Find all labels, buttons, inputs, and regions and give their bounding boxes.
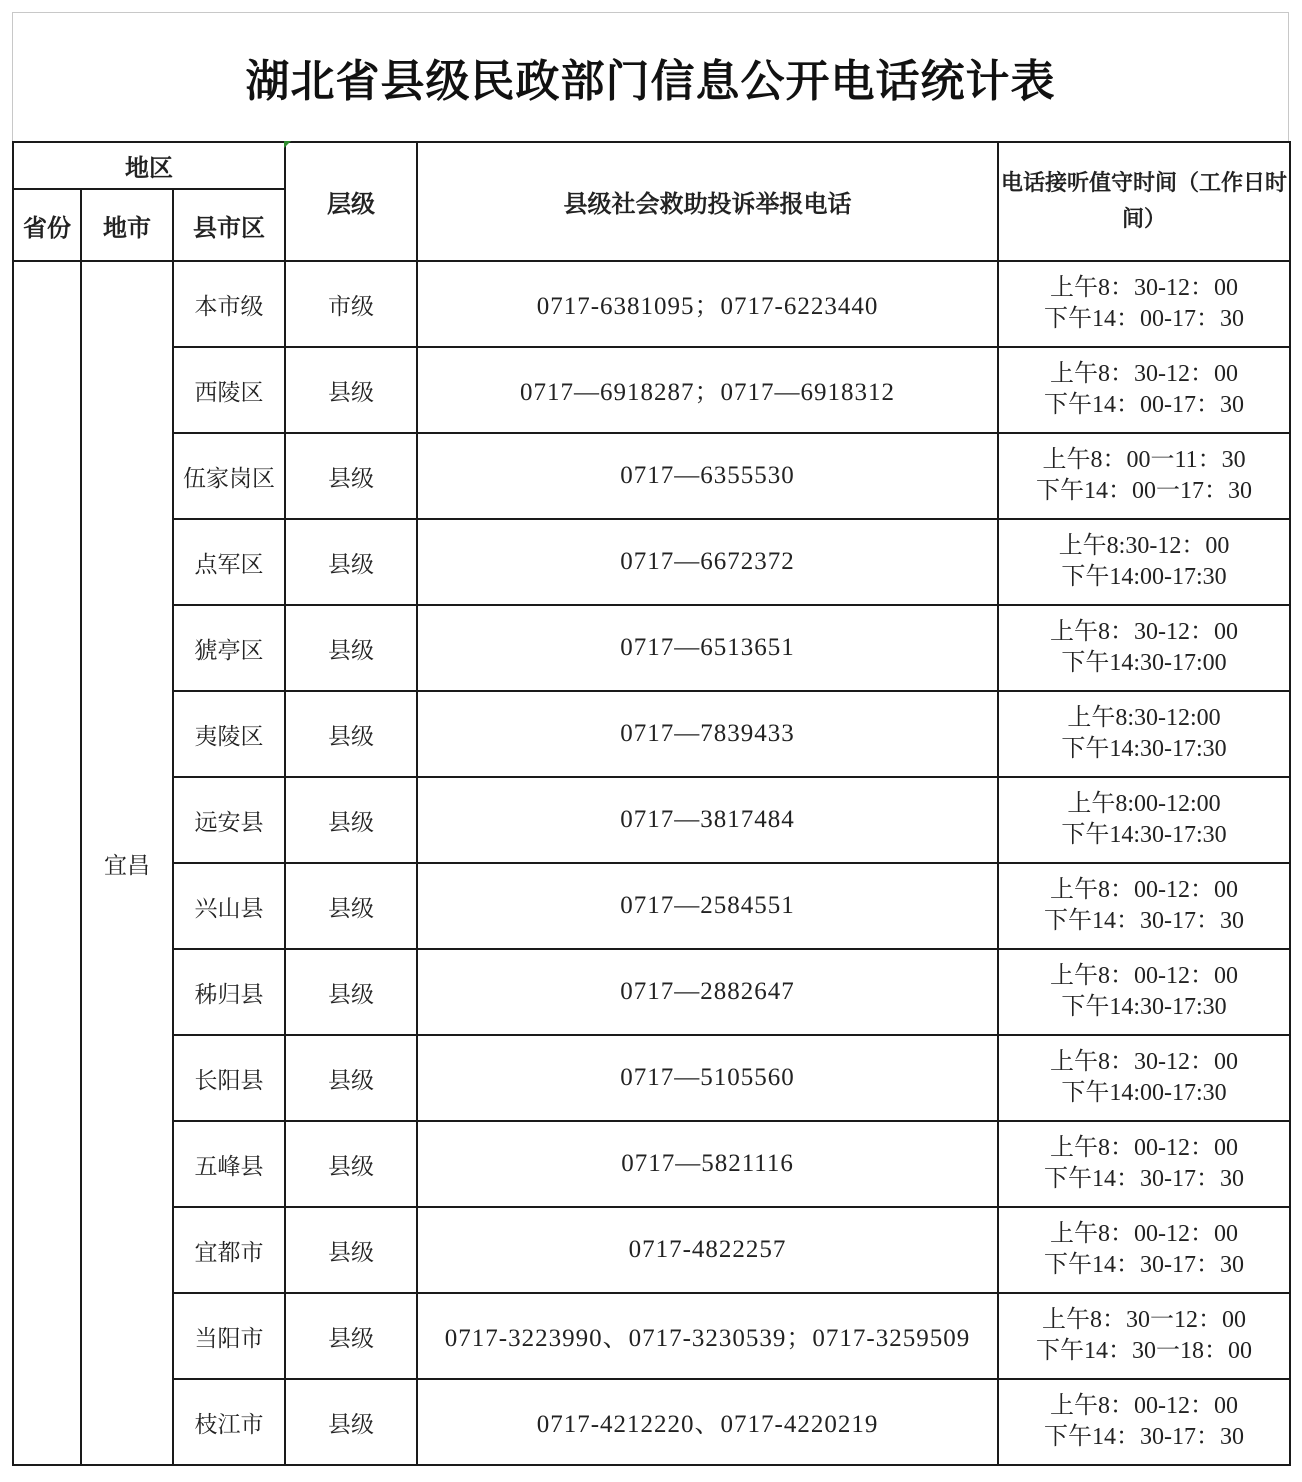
table-row [13, 863, 1290, 949]
phone-cell: 0717—6513651 [417, 605, 998, 691]
page-title: 湖北省县级民政部门信息公开电话统计表 [245, 56, 1056, 107]
hours-cell [998, 1035, 1290, 1121]
table-row [13, 261, 1290, 347]
hours-pm: 下午14：30-17：30 [1044, 1424, 1245, 1450]
level-cell: 县级 [285, 691, 417, 777]
phone-cell: 0717—3817484 [417, 777, 998, 863]
hours-cell [998, 519, 1290, 605]
hours-pm: 下午14:00-17:30 [1061, 564, 1227, 590]
level-cell: 县级 [285, 1035, 417, 1121]
table-row [13, 433, 1290, 519]
county-cell: 当阳市 [173, 1293, 285, 1379]
county-cell: 五峰县 [173, 1121, 285, 1207]
level-cell: 县级 [285, 1207, 417, 1293]
table-row [13, 691, 1290, 777]
header-hours: 电话接听值守时间（工作日时间） [998, 142, 1290, 261]
level-cell: 县级 [285, 949, 417, 1035]
hours-pm: 下午14：00一17：30 [1036, 478, 1253, 504]
phone-cell: 0717-3223990、0717-3230539；0717-3259509 [417, 1293, 998, 1379]
county-cell: 宜都市 [173, 1207, 285, 1293]
hours-am: 上午8:30-12:00 [1067, 705, 1221, 731]
level-cell: 县级 [285, 519, 417, 605]
hours-am: 上午8:30-12：00 [1058, 533, 1230, 559]
level-cell: 县级 [285, 347, 417, 433]
hours-pm: 下午14:30-17:30 [1061, 994, 1227, 1020]
table-row [13, 1207, 1290, 1293]
hours-am: 上午8：30-12：00 [1050, 1049, 1239, 1075]
table-row [13, 1379, 1290, 1465]
hours-cell [998, 1121, 1290, 1207]
header-level: 层级 [285, 142, 417, 261]
header-region: 地区 [13, 142, 285, 189]
county-cell: 秭归县 [173, 949, 285, 1035]
hours-cell [998, 605, 1290, 691]
hours-pm: 下午14：30-17：30 [1044, 908, 1245, 934]
hours-cell [998, 691, 1290, 777]
header-city: 地市 [81, 189, 173, 261]
hours-am: 上午8：00-12：00 [1050, 1393, 1239, 1419]
header-province: 省份 [13, 189, 81, 261]
hours-am: 上午8:00-12:00 [1067, 791, 1221, 817]
hours-am: 上午8：30一12：00 [1042, 1307, 1247, 1333]
province-cell [13, 261, 81, 1465]
level-cell: 市级 [285, 261, 417, 347]
phone-cell: 0717—2882647 [417, 949, 998, 1035]
phone-cell: 0717—2584551 [417, 863, 998, 949]
hours-pm: 下午14：30-17：30 [1044, 1166, 1245, 1192]
phone-cell: 0717—5105560 [417, 1035, 998, 1121]
hours-pm: 下午14：00-17：30 [1044, 306, 1245, 332]
header-county: 县市区 [173, 189, 285, 261]
hours-am: 上午8：00-12：00 [1050, 1135, 1239, 1161]
hours-cell [998, 863, 1290, 949]
level-cell: 县级 [285, 1379, 417, 1465]
county-cell: 长阳县 [173, 1035, 285, 1121]
hours-am: 上午8：30-12：00 [1050, 361, 1239, 387]
hours-pm: 下午14：00-17：30 [1044, 392, 1245, 418]
county-cell: 本市级 [173, 261, 285, 347]
phone-cell: 0717—6918287；0717—6918312 [417, 347, 998, 433]
county-cell: 点军区 [173, 519, 285, 605]
hours-cell [998, 777, 1290, 863]
phone-cell: 0717—6672372 [417, 519, 998, 605]
hours-cell [998, 1379, 1290, 1465]
county-cell: 兴山县 [173, 863, 285, 949]
hours-pm: 下午14:30-17:30 [1061, 822, 1227, 848]
table-row [13, 949, 1290, 1035]
level-cell: 县级 [285, 433, 417, 519]
header-row [13, 142, 1290, 189]
level-cell: 县级 [285, 777, 417, 863]
hours-pm: 下午14:00-17:30 [1061, 1080, 1227, 1106]
phone-cell: 0717—7839433 [417, 691, 998, 777]
table-row [13, 605, 1290, 691]
phone-cell: 0717—5821116 [417, 1121, 998, 1207]
hours-pm: 下午14:30-17:30 [1061, 736, 1227, 762]
header-phone: 县级社会救助投诉举报电话 [417, 142, 998, 261]
county-cell: 伍家岗区 [173, 433, 285, 519]
hours-cell [998, 1207, 1290, 1293]
county-cell: 远安县 [173, 777, 285, 863]
hours-cell [998, 949, 1290, 1035]
hours-pm: 下午14：30一18：00 [1036, 1338, 1253, 1364]
phone-table [12, 141, 1291, 1466]
title-cell [12, 12, 1289, 141]
table-row [13, 1035, 1290, 1121]
hours-cell [998, 347, 1290, 433]
county-cell: 猇亭区 [173, 605, 285, 691]
level-cell: 县级 [285, 863, 417, 949]
phone-cell: 0717-4822257 [417, 1207, 998, 1293]
level-cell: 县级 [285, 605, 417, 691]
table-row [13, 777, 1290, 863]
hours-am: 上午8：00-12：00 [1050, 1221, 1239, 1247]
level-cell: 县级 [285, 1121, 417, 1207]
table-row [13, 1121, 1290, 1207]
hours-am: 上午8：00-12：00 [1050, 877, 1239, 903]
city-cell: 宜昌 [81, 261, 173, 1465]
table-row [13, 1293, 1290, 1379]
table-row [13, 519, 1290, 605]
phone-cell: 0717—6355530 [417, 433, 998, 519]
hours-cell [998, 261, 1290, 347]
hours-pm: 下午14:30-17:00 [1061, 650, 1227, 676]
table-row [13, 347, 1290, 433]
hours-am: 上午8：00一11：30 [1042, 447, 1246, 473]
county-cell: 夷陵区 [173, 691, 285, 777]
county-cell: 枝江市 [173, 1379, 285, 1465]
hours-am: 上午8：30-12：00 [1050, 275, 1239, 301]
hours-am: 上午8：30-12：00 [1050, 619, 1239, 645]
phone-cell: 0717-4212220、0717-4220219 [417, 1379, 998, 1465]
county-cell: 西陵区 [173, 347, 285, 433]
level-cell: 县级 [285, 1293, 417, 1379]
hours-cell [998, 433, 1290, 519]
spreadsheet [12, 12, 1289, 1468]
phone-cell: 0717-6381095；0717-6223440 [417, 261, 998, 347]
hours-pm: 下午14：30-17：30 [1044, 1252, 1245, 1278]
hours-am: 上午8：00-12：00 [1050, 963, 1239, 989]
hours-cell [998, 1293, 1290, 1379]
cell-comment-marker [284, 141, 291, 148]
